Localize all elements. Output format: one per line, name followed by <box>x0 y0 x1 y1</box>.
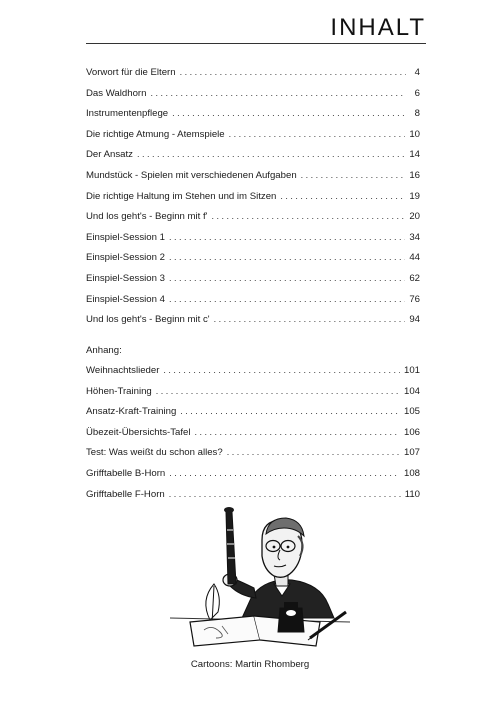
page-title: INHALT <box>330 14 426 41</box>
toc-entry-title: Einspiel-Session 4 <box>86 293 165 305</box>
leader-dots <box>195 427 400 437</box>
table-of-contents <box>86 67 420 335</box>
toc-entry-title: Mundstück - Spielen mit verschiedenen Aufgaben <box>86 169 297 181</box>
toc-entry-title: Und los geht's - Beginn mit c' <box>86 314 210 326</box>
leader-dots <box>169 273 405 283</box>
cartoon-illustration <box>170 500 350 650</box>
toc-entry[interactable] <box>86 67 420 88</box>
toc-entry-title: Weihnachtslieder <box>86 365 160 376</box>
leader-dots <box>214 314 406 324</box>
toc-entry[interactable] <box>86 170 420 191</box>
toc-entry[interactable] <box>86 191 420 212</box>
toc-entry-page: 14 <box>409 149 420 161</box>
toc-entry-page: 108 <box>403 467 420 479</box>
toc-entry-title: Übezeit-Übersichts-Tafel <box>86 426 191 438</box>
toc-entry[interactable] <box>86 406 420 427</box>
leader-dots <box>156 386 400 396</box>
toc-entry-page: 10 <box>409 128 420 140</box>
toc-entry-title: Grifftabelle F-Horn <box>86 488 165 500</box>
toc-entry-title: Einspiel-Session 2 <box>86 252 165 264</box>
cartoon-credit: Cartoons: Martin Rhomberg <box>190 659 310 670</box>
leader-dots <box>150 88 406 98</box>
toc-entry[interactable] <box>86 447 420 468</box>
toc-entry-page: 34 <box>409 231 420 243</box>
leader-dots <box>229 129 406 139</box>
toc-entry[interactable] <box>86 365 420 386</box>
leader-dots <box>180 67 406 77</box>
toc-entry[interactable] <box>86 129 420 150</box>
appendix-heading: Anhang: <box>86 345 122 356</box>
toc-entry[interactable] <box>86 273 420 294</box>
toc-entry-title: Einspiel-Session 3 <box>86 272 165 284</box>
toc-entry-page: 101 <box>403 365 420 376</box>
title-rule <box>86 43 426 44</box>
toc-entry-page: 20 <box>409 211 420 223</box>
leader-dots <box>169 252 405 262</box>
toc-entry-title: Das Waldhorn <box>86 87 147 99</box>
leader-dots <box>212 211 406 221</box>
toc-entry[interactable] <box>86 232 420 253</box>
toc-entry[interactable] <box>86 468 420 489</box>
leader-dots <box>169 489 401 499</box>
leader-dots <box>169 294 405 304</box>
toc-entry-title: Ansatz-Kraft-Training <box>86 406 177 418</box>
leader-dots <box>137 149 405 159</box>
toc-entry-page: 94 <box>409 314 420 326</box>
toc-entry-title: Test: Was weißt du schon alles? <box>86 447 223 459</box>
toc-entry-page: 110 <box>404 488 420 500</box>
leader-dots <box>280 191 405 201</box>
toc-entry-title: Und los geht's - Beginn mit f' <box>86 211 208 223</box>
leader-dots <box>169 468 400 478</box>
toc-entry[interactable] <box>86 386 420 407</box>
toc-entry-title: Die richtige Haltung im Stehen und im Sitzen <box>86 190 277 202</box>
toc-entry[interactable] <box>86 108 420 129</box>
toc-entry-page: 105 <box>403 406 420 418</box>
toc-entry-page: 104 <box>403 385 420 397</box>
toc-entry-page: 19 <box>409 190 420 202</box>
toc-entry-page: 107 <box>403 447 420 459</box>
toc-entry-page: 76 <box>409 293 420 305</box>
toc-entry-title: Die richtige Atmung - Atemspiele <box>86 128 225 140</box>
toc-entry[interactable] <box>86 294 420 315</box>
toc-entry-title: Einspiel-Session 1 <box>86 231 165 243</box>
leader-dots <box>169 232 405 242</box>
appendix-list <box>86 365 420 509</box>
leader-dots <box>172 108 406 118</box>
toc-entry-page: 16 <box>409 169 420 181</box>
toc-entry[interactable] <box>86 314 420 335</box>
toc-entry-page: 62 <box>409 272 420 284</box>
toc-entry[interactable] <box>86 149 420 170</box>
toc-entry-title: Der Ansatz <box>86 149 133 161</box>
toc-entry-page: 106 <box>403 426 420 438</box>
toc-entry-page: 6 <box>414 87 420 99</box>
toc-entry-page: 8 <box>414 108 420 120</box>
toc-entry[interactable] <box>86 427 420 448</box>
toc-entry-page: 4 <box>414 67 420 78</box>
toc-entry[interactable] <box>86 211 420 232</box>
toc-entry-title: Grifftabelle B-Horn <box>86 467 166 479</box>
toc-entry-title: Vorwort für die Eltern <box>86 67 176 78</box>
toc-entry-title: Höhen-Training <box>86 385 152 397</box>
leader-dots <box>301 170 406 180</box>
toc-entry-title: Instrumentenpflege <box>86 108 169 120</box>
leader-dots <box>180 406 400 416</box>
toc-entry[interactable] <box>86 252 420 273</box>
leader-dots <box>163 365 400 375</box>
leader-dots <box>227 447 400 457</box>
toc-entry[interactable] <box>86 88 420 109</box>
toc-entry-page: 44 <box>409 252 420 264</box>
